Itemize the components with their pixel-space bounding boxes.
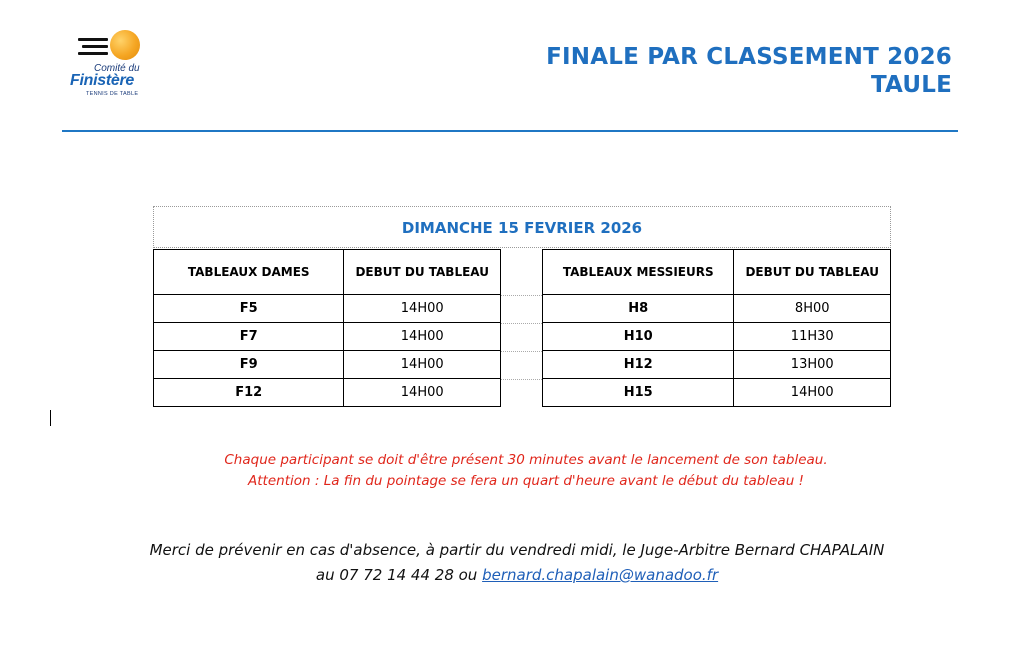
- schedule-block: [153, 206, 891, 400]
- warning-line-1: Chaque participant se doit d'être présent 30 minutes avant le lancement de son tableau.: [224, 452, 828, 468]
- table-row: [543, 379, 891, 407]
- table-gap-divider: [501, 323, 542, 324]
- dames-name-cell: F7: [154, 323, 344, 351]
- table-row: [543, 351, 891, 379]
- contact-line-2: [5, 566, 1024, 584]
- table-gap-divider: [501, 351, 542, 352]
- messieurs-col-time-header: DEBUT DU TABLEAU: [734, 250, 891, 295]
- table-row: [154, 295, 501, 323]
- logo-text-comite: Comité du: [94, 63, 140, 74]
- header-divider: [62, 130, 958, 132]
- text-cursor: [50, 410, 51, 426]
- table-gap-divider: [501, 295, 542, 296]
- messieurs-time-cell: 8H00: [734, 295, 891, 323]
- contact-phone-text: au 07 72 14 44 28 ou: [315, 566, 483, 584]
- messieurs-name-cell: H15: [543, 379, 734, 407]
- dames-col-time-header: DEBUT DU TABLEAU: [344, 250, 501, 295]
- messieurs-name-cell: H12: [543, 351, 734, 379]
- logo-text-subtitle: TENNIS DE TABLE: [86, 91, 139, 97]
- messieurs-time-cell: 13H00: [734, 351, 891, 379]
- messieurs-name-cell: H10: [543, 323, 734, 351]
- dames-time-cell: 14H00: [344, 351, 501, 379]
- table-row: [154, 323, 501, 351]
- committee-logo: [68, 28, 158, 100]
- messieurs-name-cell: H8: [543, 295, 734, 323]
- schedule-date: DIMANCHE 15 FEVRIER 2026: [153, 206, 891, 248]
- dames-name-cell: F5: [154, 295, 344, 323]
- dames-name-cell: F12: [154, 379, 344, 407]
- dames-time-cell: 14H00: [344, 379, 501, 407]
- messieurs-table: [542, 249, 891, 407]
- dames-table: [153, 249, 501, 407]
- warning-line-2: Attention : La fin du pointage se fera un quart d'heure avant le début du tableau !: [248, 473, 804, 489]
- table-gap-divider: [501, 379, 542, 380]
- page-subtitle-location: TAULE: [870, 72, 952, 98]
- messieurs-time-cell: 14H00: [734, 379, 891, 407]
- page-title: FINALE PAR CLASSEMENT 2026: [546, 44, 952, 70]
- dames-col-name-header: TABLEAUX DAMES: [154, 250, 344, 295]
- messieurs-time-cell: 11H30: [734, 323, 891, 351]
- dames-time-cell: 14H00: [344, 295, 501, 323]
- dames-time-cell: 14H00: [344, 323, 501, 351]
- messieurs-col-name-header: TABLEAUX MESSIEURS: [543, 250, 734, 295]
- table-row: [154, 351, 501, 379]
- table-row: [543, 295, 891, 323]
- contact-line-1: Merci de prévenir en cas d'absence, à partir du vendredi midi, le Juge-Arbitre Bernard CHAPALAIN: [149, 541, 885, 559]
- contact-email-link[interactable]: bernard.chapalain@wanadoo.fr: [482, 566, 719, 584]
- dames-name-cell: F9: [154, 351, 344, 379]
- logo-text-finistere: Finistère: [70, 72, 134, 89]
- table-row: [154, 379, 501, 407]
- table-row: [543, 323, 891, 351]
- ping-pong-ball-icon: [110, 30, 140, 60]
